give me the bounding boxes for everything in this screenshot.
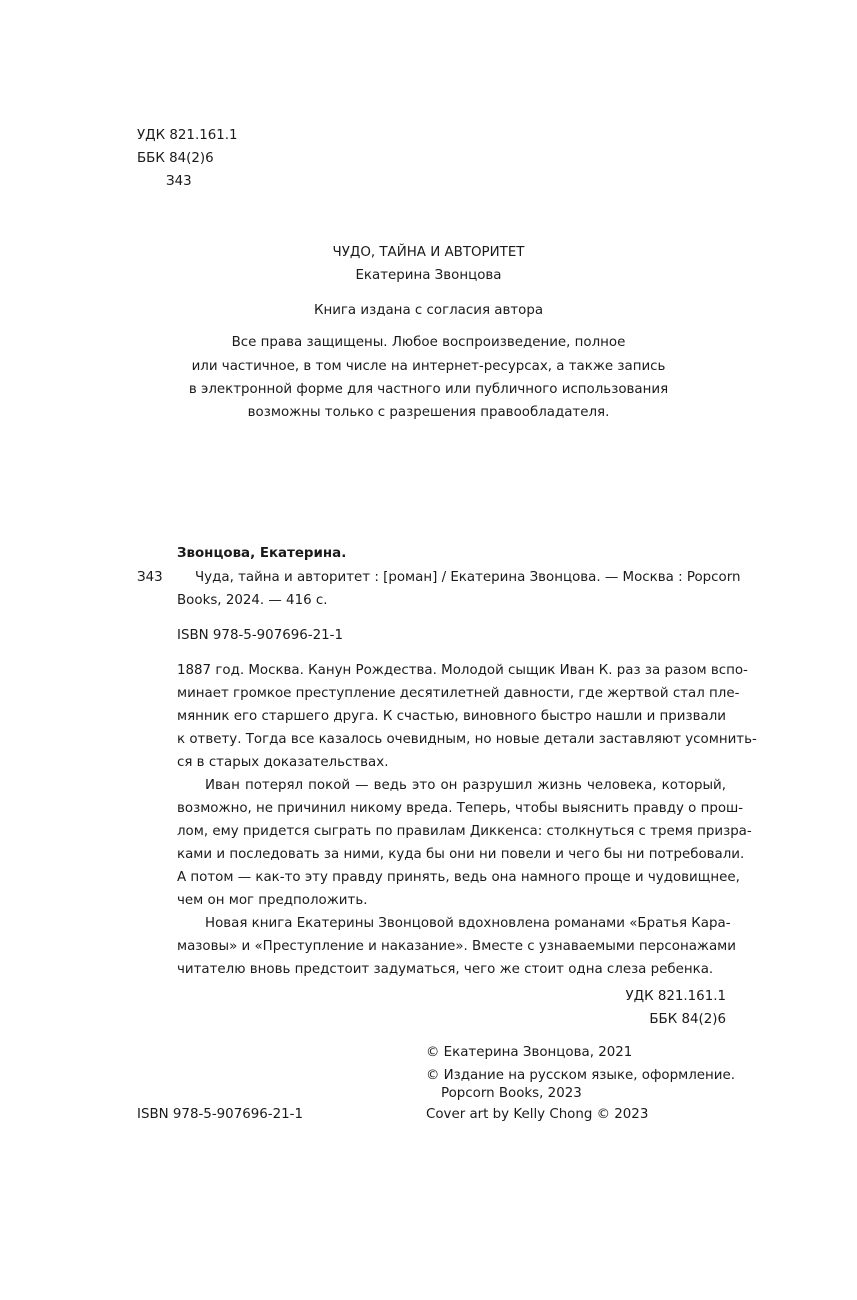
annotation-p1-line-5: ся в старых доказательствах.	[177, 755, 389, 770]
consent-note: Книга издана с согласия автора	[313, 303, 544, 318]
annotation-p3-line-2: мазовы» и «Преступление и наказание». Вместе с узнаваемыми персонажами	[177, 939, 736, 954]
annotation-p1-line-4: к ответу. Тогда все казалось очевидным, но новые детали заставляют усомнить-	[177, 732, 757, 747]
rights-line-4: возможны только с разрешения правообладателя.	[247, 405, 610, 420]
annotation-p2-line-2: возможно, не причинил никому вреда. Теперь, чтобы выяснить правду о прош-	[177, 801, 744, 816]
annotation-p2-line-5: А потом — как-то эту правду принять, ведь она намного проще и чудовищнее,	[177, 870, 740, 885]
book-title: ЧУДО, ТАЙНА И АВТОРИТЕТ	[332, 245, 525, 260]
top-bbk: ББК 84(2)6	[137, 151, 214, 166]
catalog-udk: УДК 821.161.1	[625, 989, 726, 1004]
annotation-p1-line-1: 1887 год. Москва. Канун Рождества. Молодой сыщик Иван К. раз за разом вспо-	[177, 663, 748, 678]
catalog-author-heading: Звонцова, Екатерина.	[177, 546, 347, 561]
annotation-p1-line-2: минает громкое преступление десятилетней давности, где жертвой стал пле-	[177, 686, 740, 701]
rights-line-3: в электронной форме для частного или публичного использования	[188, 382, 669, 397]
catalog-bbk: ББК 84(2)6	[649, 1012, 726, 1027]
copyright-edition-line-2: Popcorn Books, 2023	[441, 1086, 582, 1101]
annotation-p2-line-1: Иван потерял покой — ведь это он разрушил жизнь человека, который,	[205, 778, 726, 793]
catalog-isbn: ISBN 978-5-907696-21-1	[177, 628, 343, 643]
catalog-entry-line-1: Чуда, тайна и авторитет : [роман] / Екатерина Звонцова. — Москва : Popcorn	[195, 570, 741, 585]
annotation-p3-line-1: Новая книга Екатерины Звонцовой вдохновлена романами «Братья Кара-	[205, 916, 731, 931]
catalog-author-mark: З43	[137, 570, 163, 585]
annotation-p3-line-3: читателю вновь предстоит задуматься, чего же стоит одна слеза ребенка.	[177, 962, 714, 977]
catalog-entry-line-2: Books, 2024. — 416 с.	[177, 593, 328, 608]
book-author: Екатерина Звонцова	[355, 268, 502, 283]
copyright-edition-line-1: © Издание на русском языке, оформление.	[426, 1068, 735, 1083]
rights-line-1: Все права защищены. Любое воспроизведение, полное	[231, 335, 626, 350]
annotation-p1-line-3: мянник его старшего друга. К счастью, виновного быстро нашли и призвали	[177, 709, 726, 724]
cover-art-credit: Cover art by Kelly Chong © 2023	[426, 1107, 649, 1122]
footer-isbn: ISBN 978-5-907696-21-1	[137, 1107, 303, 1122]
annotation-p2-line-4: ками и последовать за ними, куда бы они ни повели и чего бы ни потребовали.	[177, 847, 745, 862]
copyright-author: © Екатерина Звонцова, 2021	[426, 1045, 633, 1060]
rights-line-2: или частичное, в том числе на интернет-ресурсах, а также запись	[191, 359, 666, 374]
annotation-p2-line-3: лом, ему придется сыграть по правилам Диккенса: столкнуться с тремя призра-	[177, 824, 752, 839]
top-author-mark: З43	[166, 174, 192, 189]
top-udk: УДК 821.161.1	[137, 128, 238, 143]
annotation-p2-line-6: чем он мог предположить.	[177, 893, 368, 908]
